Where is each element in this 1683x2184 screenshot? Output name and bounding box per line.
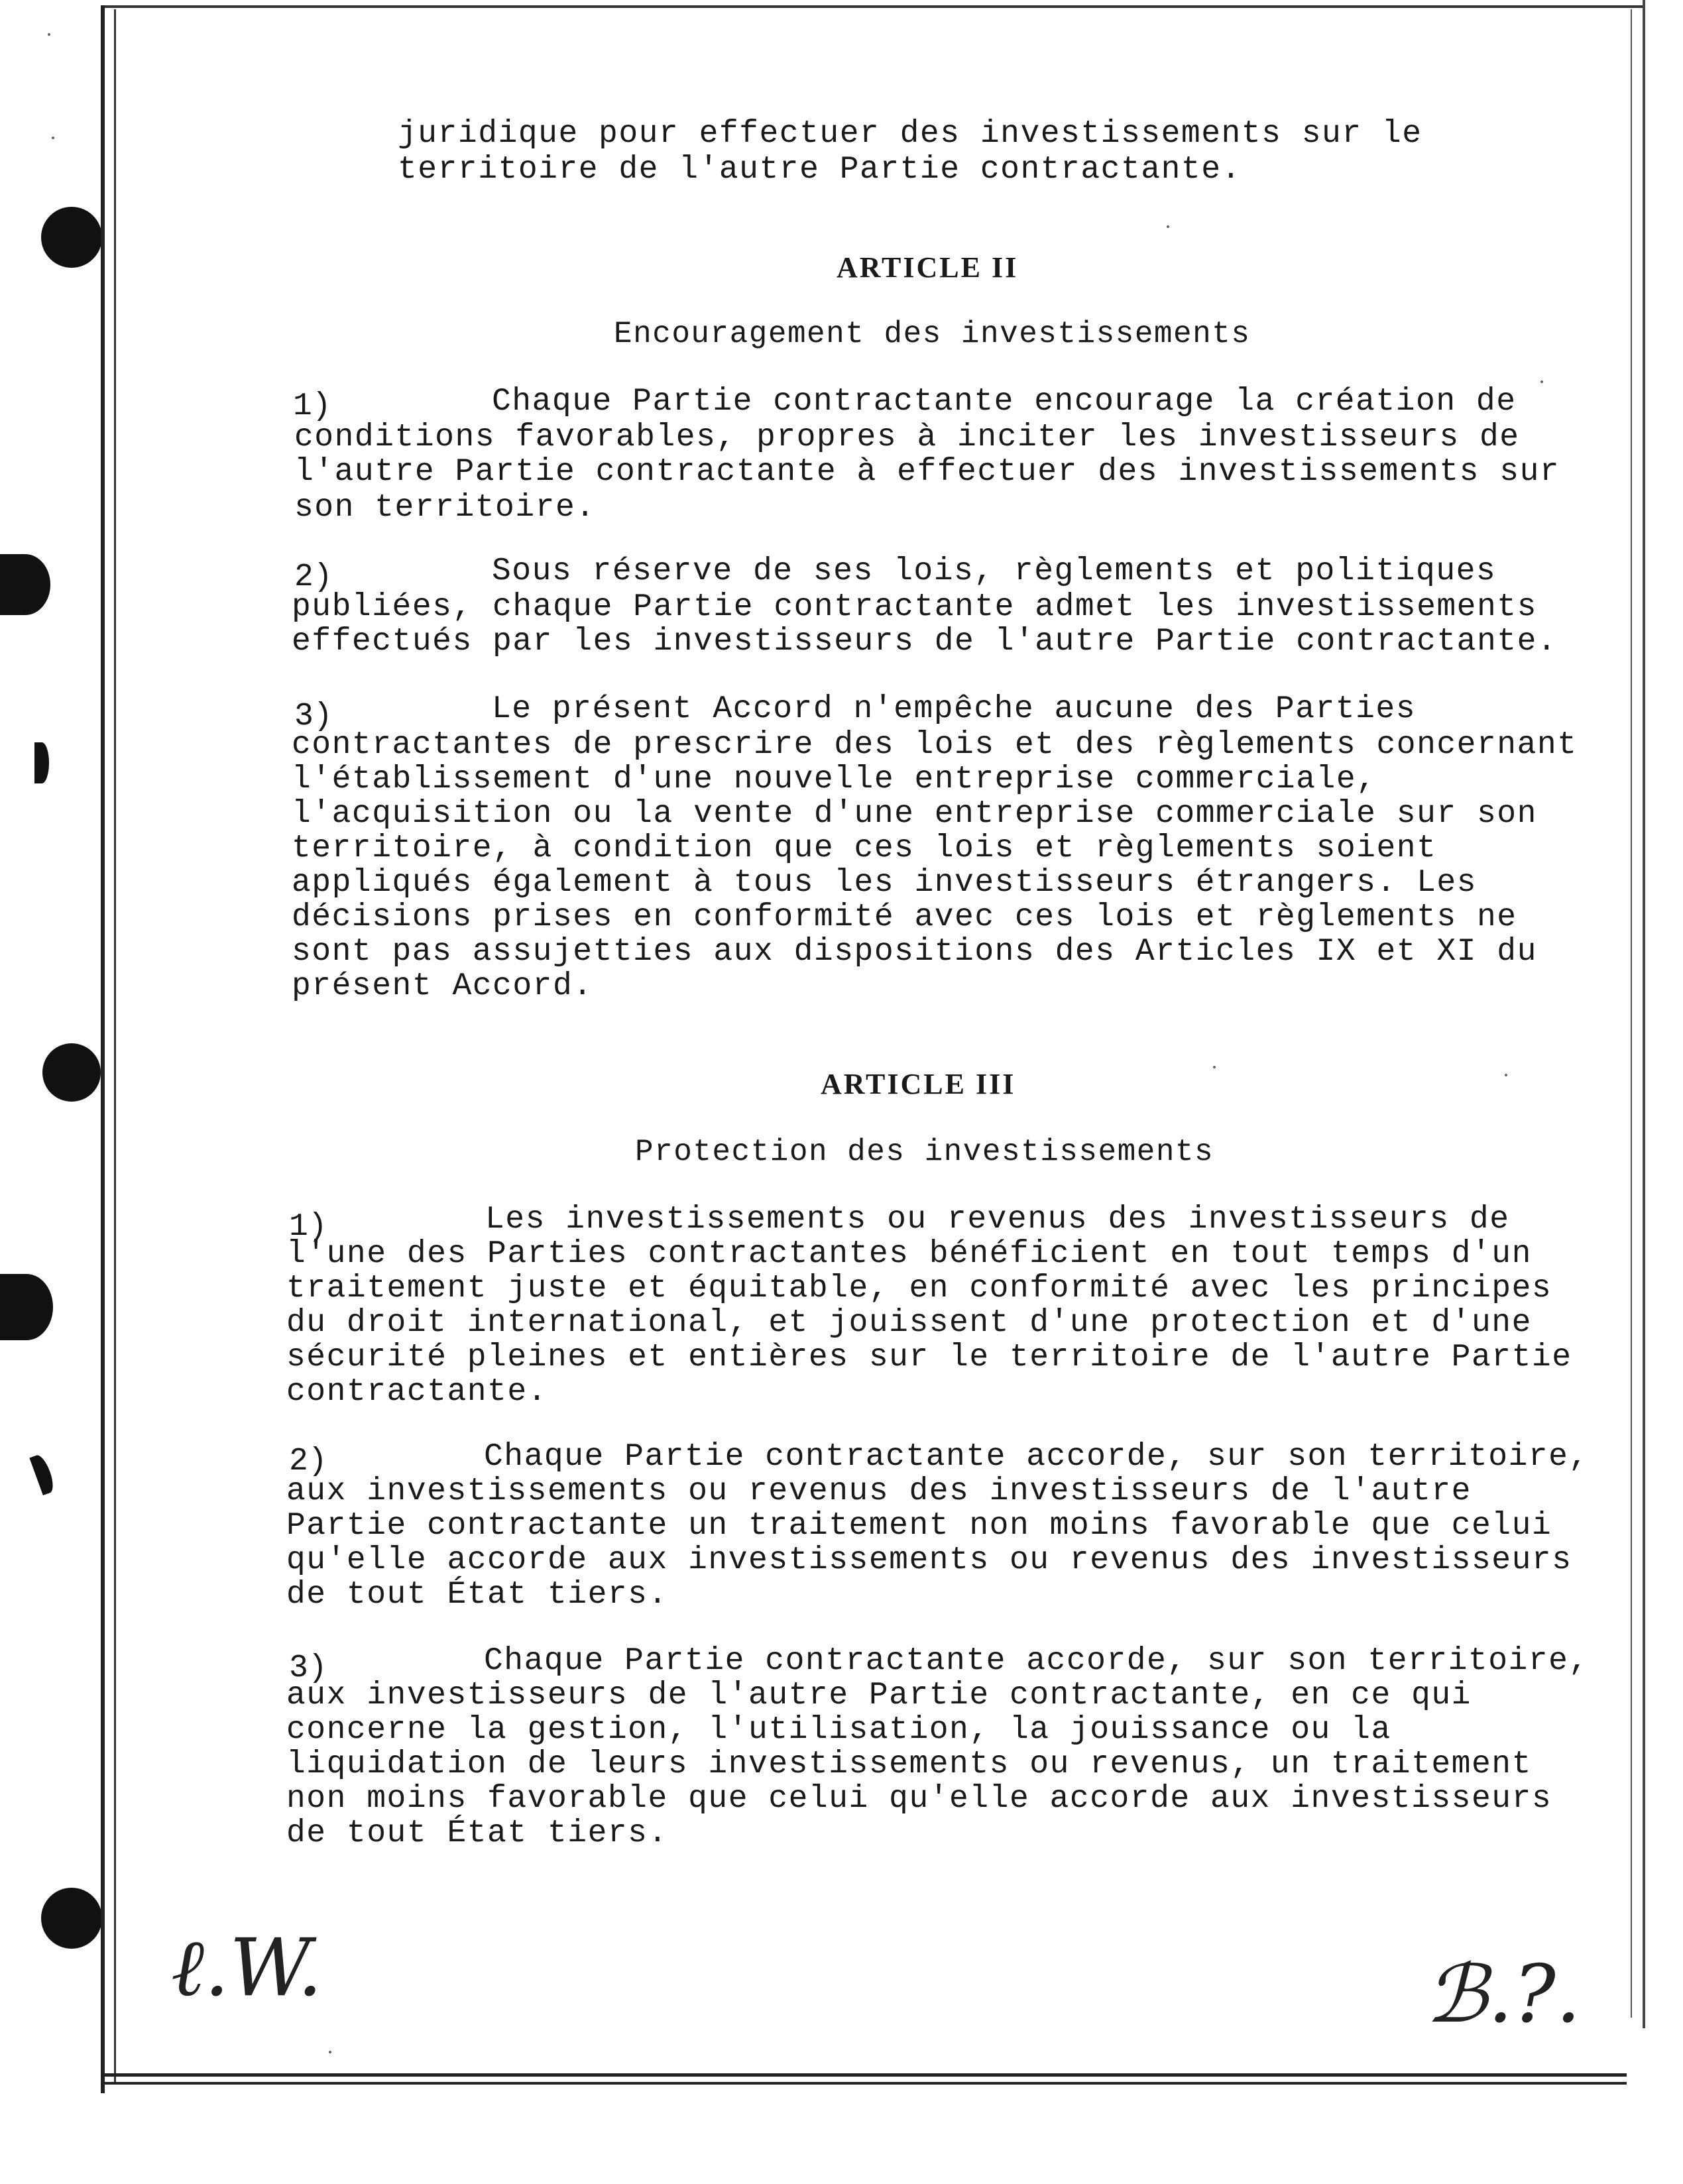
text-line: l'une des Parties contractantes bénéficient en tout temps d'un xyxy=(286,1236,1532,1272)
paragraph-number: 3) xyxy=(289,1650,327,1686)
page-border-left xyxy=(101,5,105,2093)
text-line: non moins favorable que celui qu'elle accorde aux investisseurs xyxy=(286,1781,1552,1817)
punch-hole xyxy=(41,207,102,268)
text-line: aux investissements ou revenus des investisseurs de l'autre xyxy=(286,1473,1472,1509)
article-subheading: Protection des investissements xyxy=(635,1135,1214,1169)
text-line: Les investissements ou revenus des investisseurs de xyxy=(485,1202,1510,1237)
text-line: Sous réserve de ses lois, règlements et politiques xyxy=(492,553,1497,589)
scan-speck xyxy=(1167,225,1169,228)
article-heading: ARTICLE III xyxy=(821,1068,1016,1100)
paragraph-number: 1) xyxy=(289,1209,327,1245)
paragraph-number: 2) xyxy=(289,1444,327,1479)
text-line: sont pas assujetties aux dispositions des Articles IX et XI du xyxy=(292,934,1537,970)
scan-speck xyxy=(1213,1066,1216,1068)
text-line: sécurité pleines et entières sur le territoire de l'autre Partie xyxy=(286,1340,1572,1375)
page-border-bottom xyxy=(105,2082,1627,2085)
text-line: juridique pour effectuer des investissements sur le xyxy=(398,116,1422,152)
text-line: contractante. xyxy=(286,1374,548,1410)
page-border-bottom xyxy=(105,2073,1627,2077)
punch-hole xyxy=(41,1888,102,1949)
article-heading: ARTICLE II xyxy=(837,251,1019,284)
page-border-top xyxy=(105,5,1643,8)
text-line: Chaque Partie contractante encourage la création de xyxy=(492,384,1517,420)
text-line: présent Accord. xyxy=(292,968,593,1004)
text-line: de tout État tiers. xyxy=(286,1815,668,1851)
punch-hole xyxy=(34,742,49,783)
paragraph-number: 3) xyxy=(294,699,333,734)
handwritten-initials-right: ℬ.?. xyxy=(1425,1949,1581,2041)
article-subheading: Encouragement des investissements xyxy=(614,317,1251,351)
punch-hole xyxy=(29,1453,56,1495)
text-line: territoire, à condition que ces lois et règlements soient xyxy=(292,831,1437,866)
text-line: Chaque Partie contractante accorde, sur son territoire, xyxy=(484,1439,1589,1475)
text-line: décisions prises en conformité avec ces lois et règlements ne xyxy=(292,899,1517,935)
text-line: contractantes de prescrire des lois et des règlements concernant xyxy=(292,727,1578,763)
text-line: effectués par les investisseurs de l'autre Partie contractante. xyxy=(292,624,1558,660)
paragraph-number: 2) xyxy=(294,559,333,595)
text-line: concerne la gestion, l'utilisation, la jouissance ou la xyxy=(286,1712,1391,1748)
text-line: l'autre Partie contractante à effectuer des investissements sur xyxy=(294,454,1560,490)
scan-speck xyxy=(52,137,54,139)
text-line: traitement juste et équitable, en conformité avec les principes xyxy=(286,1271,1552,1306)
page-border-right xyxy=(1643,0,1645,2028)
text-line: son territoire. xyxy=(294,490,596,526)
scan-speck xyxy=(1505,1074,1507,1076)
text-line: liquidation de leurs investissements ou revenus, un traitement xyxy=(286,1747,1532,1782)
text-line: Partie contractante un traitement non moins favorable que celui xyxy=(286,1508,1552,1544)
handwritten-initials-left: ℓ.W. xyxy=(171,1922,323,2014)
text-line: l'acquisition ou la vente d'une entreprise commerciale sur son xyxy=(292,796,1537,832)
punch-hole xyxy=(42,1043,101,1102)
text-line: qu'elle accorde aux investissements ou revenus des investisseurs xyxy=(286,1542,1572,1578)
punch-hole xyxy=(0,554,50,615)
text-line: Chaque Partie contractante accorde, sur son territoire, xyxy=(484,1643,1589,1679)
text-line: Le présent Accord n'empêche aucune des Parties xyxy=(492,691,1417,727)
text-line: aux investisseurs de l'autre Partie contractante, en ce qui xyxy=(286,1678,1472,1713)
scan-speck xyxy=(48,33,50,36)
scan-speck xyxy=(329,2051,331,2053)
page-border-right-inner xyxy=(1631,9,1632,2018)
text-line: territoire de l'autre Partie contractante. xyxy=(398,152,1242,188)
text-line: du droit international, et jouissent d'une protection et d'une xyxy=(286,1305,1532,1341)
text-line: appliqués également à tous les investisseurs étrangers. Les xyxy=(292,865,1477,901)
text-line: l'établissement d'une nouvelle entreprise commerciale, xyxy=(292,762,1377,797)
paragraph-number: 1) xyxy=(293,388,331,424)
text-line: conditions favorables, propres à inciter les investisseurs de xyxy=(294,420,1520,455)
scan-speck xyxy=(1540,380,1543,383)
text-line: publiées, chaque Partie contractante admet les investissements xyxy=(292,589,1537,625)
page-border-left-inner xyxy=(114,9,116,2084)
text-line: de tout État tiers. xyxy=(286,1577,668,1613)
punch-hole xyxy=(0,1274,53,1340)
